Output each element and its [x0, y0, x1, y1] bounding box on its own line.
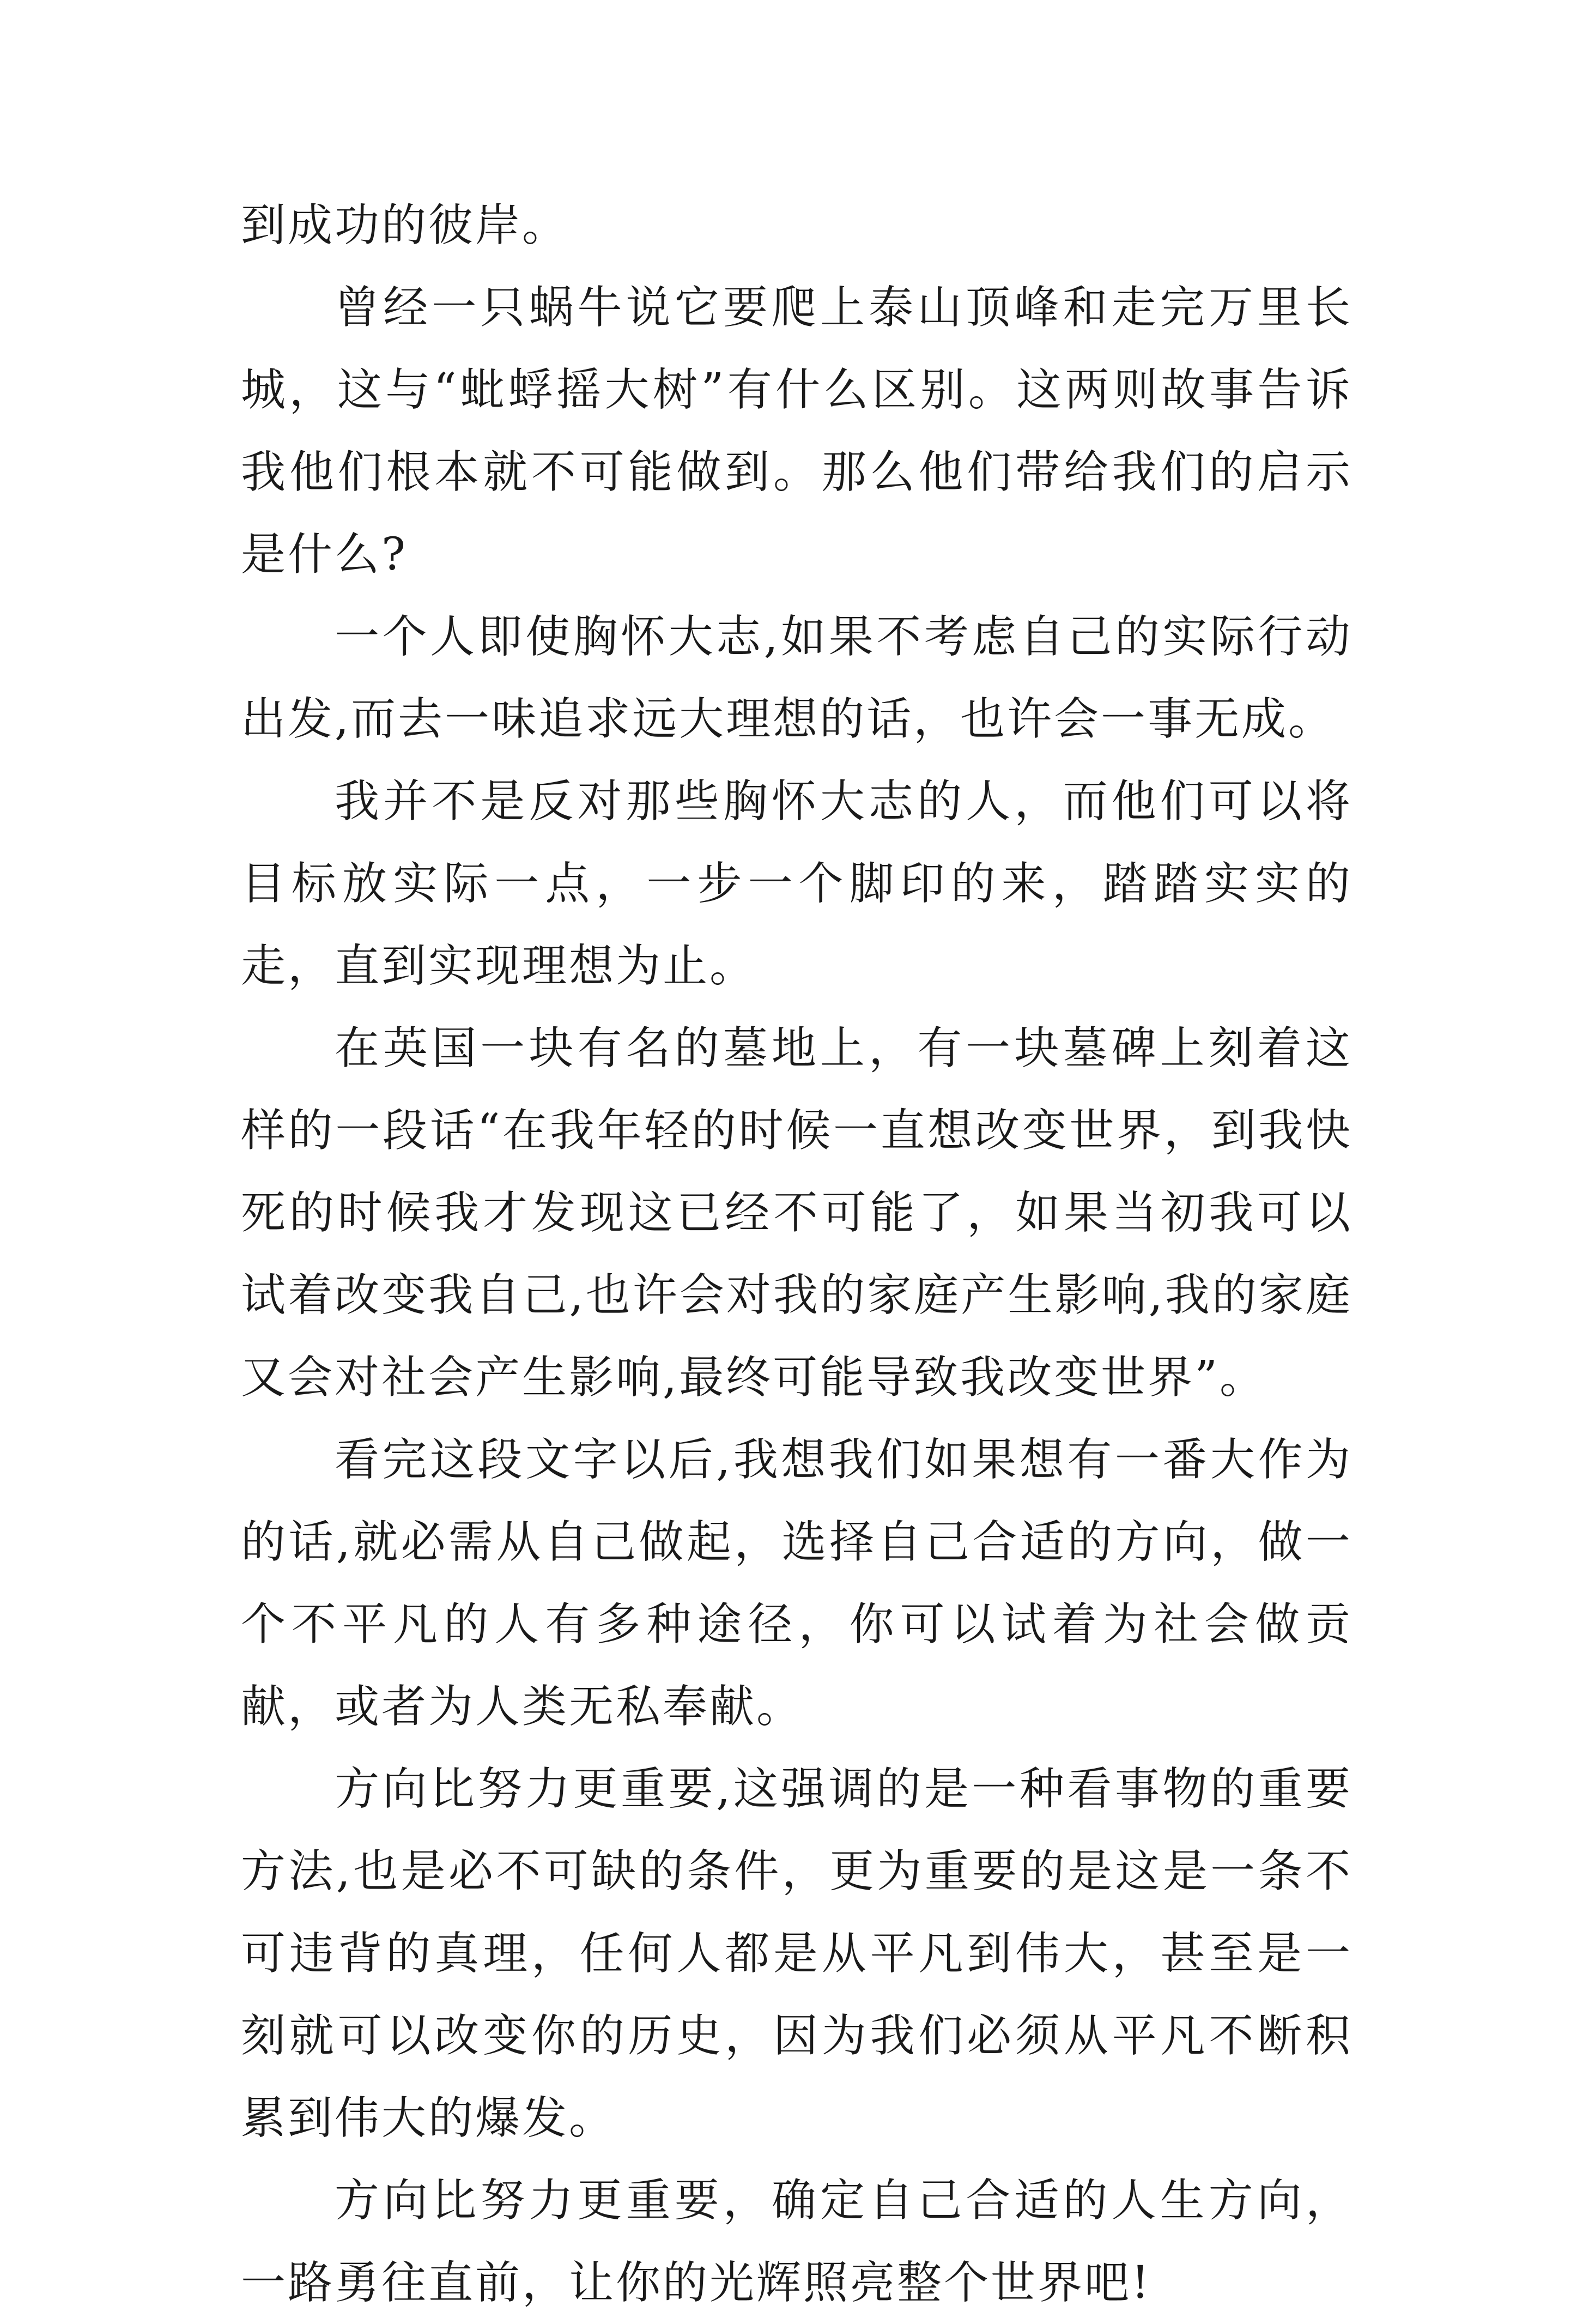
paragraph-8: 方向比努力更重要，确定自己合适的人生方向，一路勇往直前，让你的光辉照亮整个世界吧!: [241, 2175, 1352, 2309]
paragraph-2: 曾经一只蜗牛说它要爬上泰山顶峰和走完万里长城，这与“蚍蜉摇大树”有什么区别。这两则故事告诉我他们根本就不可能做到。那么他们带给我们的启示是什么?: [241, 282, 1352, 580]
paragraph-3: 一个人即使胸怀大志,如果不考虑自己的实际行动出发,而去一味追求远大理想的话，也许会一事无成。: [241, 611, 1352, 745]
paragraph-6: 看完这段文字以后,我想我们如果想有一番大作为的话,就必需从自己做起，选择自己合适的方向，做一个不平凡的人有多种途径，你可以试着为社会做贡献，或者为人类无私奉献。: [241, 1434, 1352, 1733]
essay-body: [241, 184, 1352, 2324]
paragraph-5: 在英国一块有名的墓地上，有一块墓碑上刻着这样的一段话“在我年轻的时候一直想改变世界，到我快死的时候我才发现这已经不可能了，如果当初我可以试着改变我自己,也许会对我的家庭产生影响,我的家庭又会对社会产生影响,最终可能导致我改变世界”。: [241, 1022, 1352, 1403]
paragraph-4: 我并不是反对那些胸怀大志的人，而他们可以将目标放实际一点，一步一个脚印的来，踏踏实实的走，直到实现理想为止。: [241, 776, 1352, 992]
paragraph-1: 到成功的彼岸。: [241, 199, 569, 251]
paragraph-7: 方向比努力更重要,这强调的是一种看事物的重要方法,也是必不可缺的条件，更为重要的是这是一条不可违背的真理，任何人都是从平凡到伟大，甚至是一刻就可以改变你的历史，因为我们必须从平凡不断积累到伟大的爆发。: [241, 1763, 1352, 2144]
